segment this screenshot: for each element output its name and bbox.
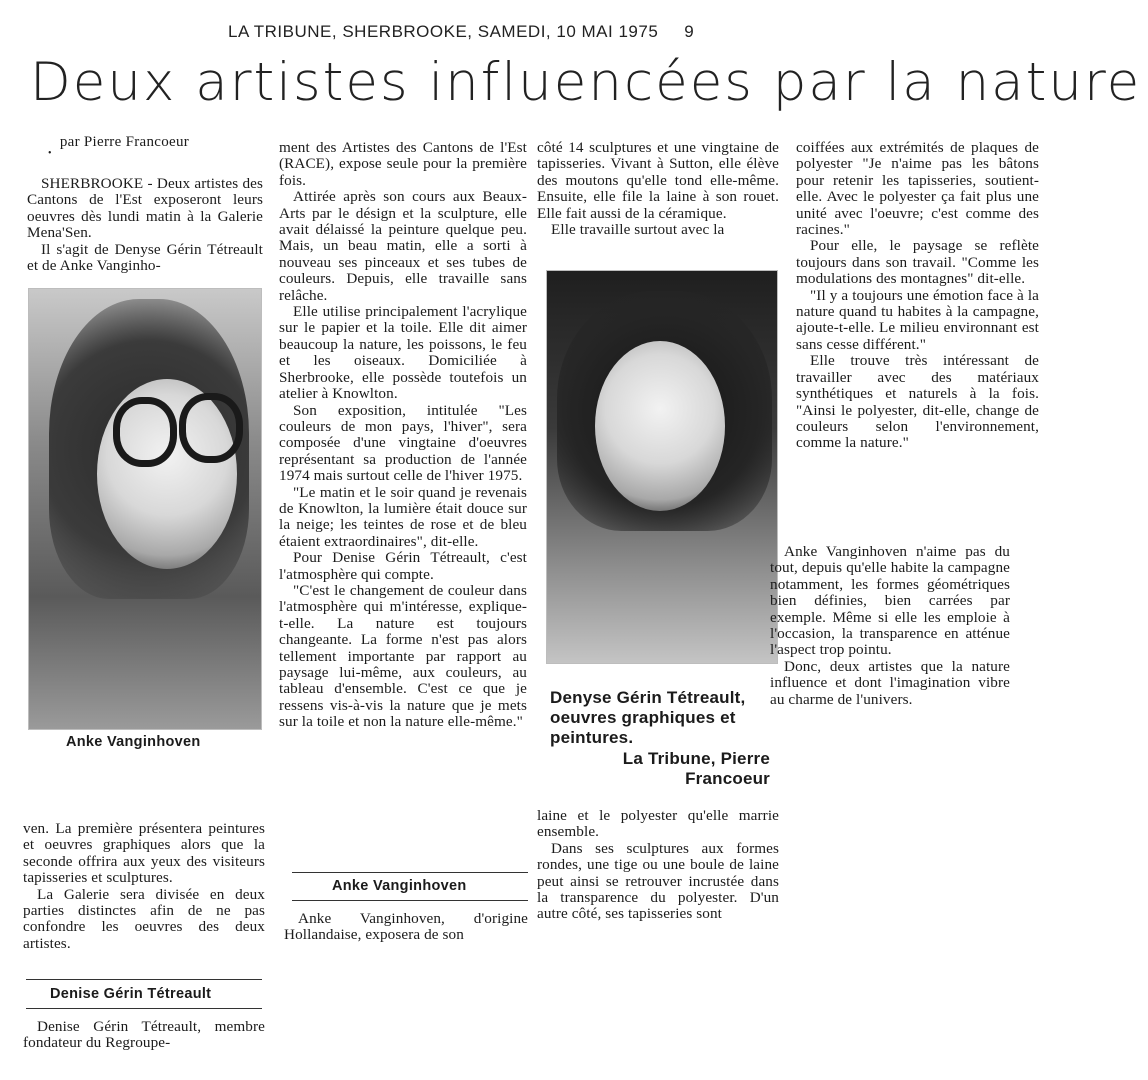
byline-text: par Pierre Francoeur [59, 134, 190, 150]
photo-anke-vanginhoven [28, 288, 262, 730]
paragraph: Anke Vanginhoven n'aime pas du tout, depuis qu'elle habite la campagne notamment, les formes géométriques bien définies, bien carrées par exemple. Même si elle les emploie à l'occasion, la transparence en atténue l'aspect trop pointu. [770, 543, 1010, 659]
column-3-top [537, 140, 779, 238]
paragraph: "Le matin et le soir quand je revenais de Knowlton, la lumière était douce sur la neige; les teintes de rose et de bleu étaient extraordinaires", dit-elle. [279, 483, 527, 550]
paragraph: Il s'agit de Denyse Gérin Tétreault et de Anke Vanginho- [27, 240, 263, 275]
column-1-end [23, 1019, 265, 1052]
paragraph: Elle travaille surtout avec la [551, 221, 725, 239]
paragraph: ven. La première présentera peintures et oeuvres graphiques alors que la seconde offrira aux yeux des visiteurs tapisseries et sculptures. [23, 820, 265, 887]
page-number: 9 [684, 22, 695, 41]
paragraph: SHERBROOKE - Deux artistes des Cantons de l'Est exposeront leurs oeuvres dès lundi matin à la Galerie Mena'Sen. [27, 175, 263, 242]
subhead-rule-1 [26, 979, 262, 980]
photo-glasses-right [179, 393, 243, 463]
photo-face [595, 341, 725, 511]
column-4-top [796, 140, 1039, 452]
byline [48, 134, 288, 159]
paragraph: Elle trouve très intéressant de travailler avec des matériaux synthétiques et naturels à la fois. "Ainsi le polyester, dit-elle, change de couleurs selon l'environnement, comme la nature." [796, 352, 1039, 452]
paragraph: Son exposition, intitulée "Les couleurs de mon pays, l'hiver", sera composée d'une vingtaine d'oeuvres représentant sa production de l'année 1974 mais surtout celle de l'hiver 1975. [279, 401, 527, 485]
photo-credit: La Tribune, Pierre Francoeur [622, 749, 770, 788]
paragraph: Anke Vanginhoven, d'origine Hollandaise, exposera de son [284, 910, 528, 944]
subhead-rule-4 [292, 900, 528, 901]
photo-caption-anke: Anke Vanginhoven [66, 734, 201, 750]
masthead-text: LA TRIBUNE, SHERBROOKE, SAMEDI, 10 MAI 1975 [228, 22, 659, 41]
headline: Deux artistes influencées par la nature [30, 52, 1142, 113]
column-2 [279, 140, 527, 731]
photo-caption-denyse: Denyse Gérin Tétreault, oeuvres graphiques et peintures. [550, 688, 746, 747]
paragraph: Denise Gérin Tétreault, membre fondateur du Regroupe- [23, 1018, 265, 1052]
byline-bullet: • [48, 148, 52, 159]
paragraph: côté 14 sculptures et une vingtaine de tapisseries. Vivant à Sutton, elle élève des moutons qu'elle tond elle-même. Ensuite, elle file la laine à son rouet. Elle fait aussi de la céramique. [537, 139, 779, 222]
column-1-top [27, 176, 263, 274]
paragraph: Pour Denise Gérin Tétreault, c'est l'atmosphère qui compte. [279, 549, 527, 583]
paragraph: laine et le polyester qu'elle marrie ensemble. [537, 807, 779, 841]
paragraph: La Galerie sera divisée en deux parties distinctes afin de ne pas confondre les oeuvres des deux artistes. [23, 885, 265, 952]
paragraph: Pour elle, le paysage se reflète toujours dans son travail. "Comme les modulations des montagnes" dit-elle. [796, 237, 1039, 288]
paragraph: coiffées aux extrémités de plaques de polyester "Je n'aime pas les bâtons pour retenir les tapisseries, soutient-elle. Avec le polyester ça fait plus une unité avec l'oeuvre; c'est comme des racines." [796, 139, 1039, 239]
column-2-end [284, 911, 528, 944]
paragraph: Elle utilise principalement l'acrylique sur le papier et la toile. Elle dit aimer beaucoup la nature, les poissons, le feu et les oiseaux. Domiciliée à Sherbrooke, elle possède toutefois un atelier à Knowlton. [279, 303, 527, 403]
photo-glasses-left [113, 397, 177, 467]
paragraph: "C'est le changement de couleur dans l'atmosphère qui m'intéresse, explique-t-elle. La nature est toujours changeante. La forme n'est pas alors tellement importante par rapport au paysage lui-même, aux couleurs, au tableau d'ensemble. C'est ce que je ressens vis-à-vis la nature que je mets sur la toile et non la nature elle-même." [279, 581, 527, 731]
subhead-denise: Denise Gérin Tétreault [50, 986, 212, 1002]
column-3-bottom [537, 808, 779, 923]
subhead-rule-2 [26, 1008, 262, 1009]
paragraph: Dans ses sculptures aux formes rondes, une tige ou une boule de laine peut ainsi se retrouver incrustée dans la transparence du polyester. D'un autre côté, ses tapisseries sont [537, 839, 779, 923]
paragraph: "Il y a toujours une émotion face à la nature quand tu habites à la campagne, ajoute-t-elle. Le milieu environnant est sans cesse différent." [796, 286, 1039, 353]
subhead-anke: Anke Vanginhoven [332, 878, 467, 894]
column-4-bottom [770, 544, 1010, 708]
paragraph: ment des Artistes des Cantons de l'Est (RACE), expose seule pour la première fois. [279, 139, 527, 189]
subhead-rule-3 [292, 872, 528, 873]
column-1-bottom [23, 821, 265, 952]
paragraph: Donc, deux artistes que la nature influence et dont l'imagination vibre au charme de l'univers. [770, 657, 1010, 708]
photo-denyse-gerin-tetreault [546, 270, 778, 664]
paragraph: Attirée après son cours aux Beaux-Arts par le désign et la sculpture, elle avait délaissé la peinture quelque peu. Mais, un beau matin, elle a sorti à nouveau ses pinceaux et ses tubes de couleurs. Depuis, elle travaille sans relâche. [279, 188, 527, 304]
masthead [228, 22, 695, 48]
